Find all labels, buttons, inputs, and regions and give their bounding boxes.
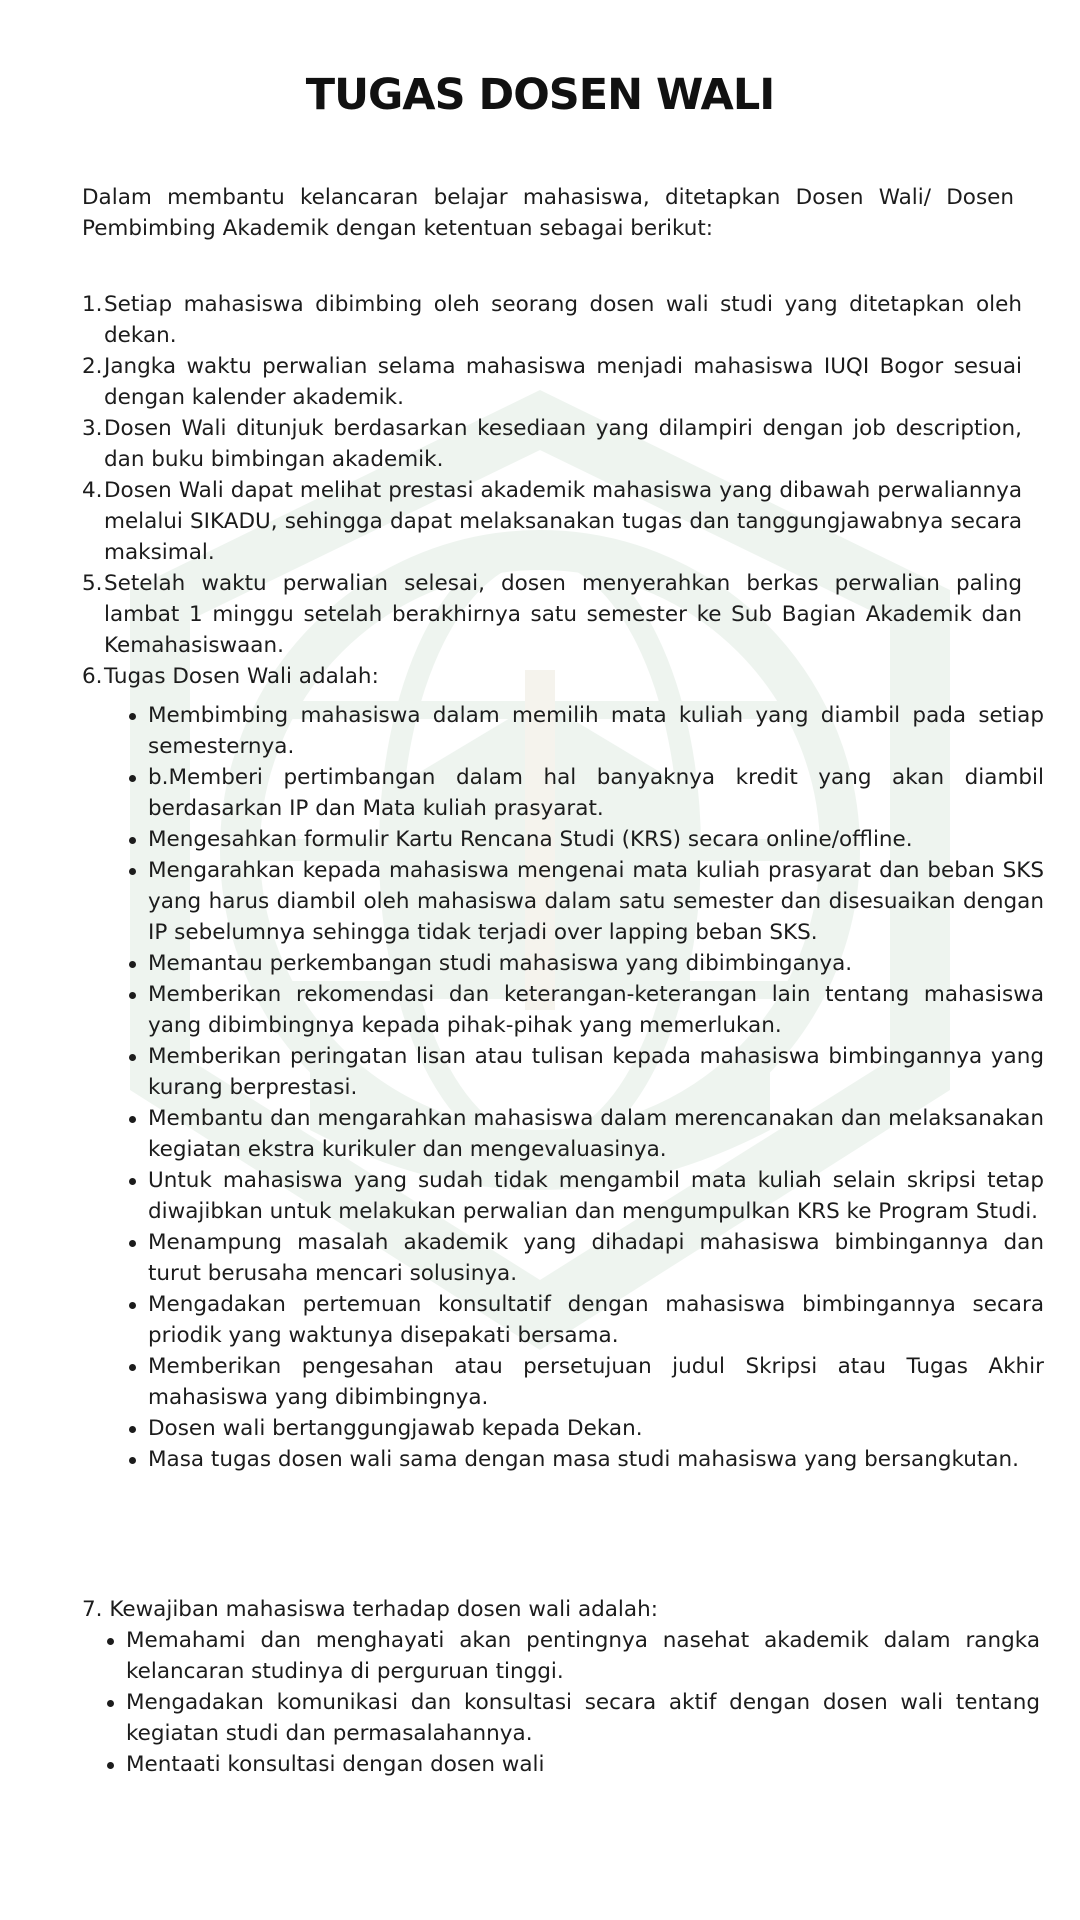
item-text: Jangka waktu perwalian selama mahasiswa menjadi mahasiswa IUQI Bogor sesuai dengan kalender akademik. xyxy=(104,354,1022,410)
item-text: Setelah waktu perwalian selesai, dosen menyerahkan berkas perwalian paling lambat 1 minggu setelah berakhirnya satu semester ke Sub Bagian Akademik dan Kemahasiswaan. xyxy=(104,571,1022,658)
item-text: Dosen Wali ditunjuk berdasarkan kesediaan yang dilampiri dengan job description, dan buku bimbingan akademik. xyxy=(104,416,1022,472)
item-number: 1. xyxy=(82,292,103,317)
bullet-dot-icon xyxy=(129,1457,136,1464)
bullet-item xyxy=(126,762,1044,824)
bullet-text: Memberikan rekomendasi dan keterangan-keterangan lain tentang mahasiswa yang dibimbingnya kepada pihak-pihak yang memerlukan. xyxy=(148,982,1044,1038)
bullet-dot-icon xyxy=(107,1638,114,1645)
bullet-item xyxy=(104,1625,1040,1687)
list-item xyxy=(82,568,1022,661)
bullet-dot-icon xyxy=(129,1054,136,1061)
numbered-list xyxy=(82,289,1044,1475)
list-item xyxy=(82,351,1022,413)
item-number: 3. xyxy=(82,416,103,441)
bullet-item xyxy=(126,824,1044,855)
bullet-item xyxy=(126,1165,1044,1227)
page-title: TUGAS DOSEN WALI xyxy=(305,70,775,120)
bullet-text: Dosen wali bertanggungjawab kepada Dekan. xyxy=(148,1416,643,1441)
bullet-dot-icon xyxy=(129,1364,136,1371)
bullet-text: Membimbing mahasiswa dalam memilih mata kuliah yang diambil pada setiap semesternya. xyxy=(148,703,1044,759)
bullet-text: Masa tugas dosen wali sama dengan masa studi mahasiswa yang bersangkutan. xyxy=(148,1447,1019,1472)
bullet-text: Memantau perkembangan studi mahasiswa yang dibimbinganya. xyxy=(148,951,853,976)
item-text: Setiap mahasiswa dibimbing oleh seorang dosen wali studi yang ditetapkan oleh dekan. xyxy=(104,292,1022,348)
section-7-heading: 7. Kewajiban mahasiswa terhadap dosen wali adalah: xyxy=(82,1597,658,1622)
bullet-item xyxy=(126,855,1044,948)
bullet-text: Mengadakan komunikasi dan konsultasi secara aktif dengan dosen wali tentang kegiatan studi dan permasalahannya. xyxy=(126,1690,1040,1746)
bullet-item xyxy=(126,1227,1044,1289)
list-item xyxy=(82,475,1022,568)
bullet-item xyxy=(126,700,1044,762)
list-item xyxy=(82,289,1022,351)
bullet-dot-icon xyxy=(129,992,136,999)
bullet-item xyxy=(126,1041,1044,1103)
list-item xyxy=(82,413,1022,475)
bullet-dot-icon xyxy=(129,1116,136,1123)
bullet-text: Membantu dan mengarahkan mahasiswa dalam merencanakan dan melaksanakan kegiatan ekstra kurikuler dan mengevaluasinya. xyxy=(148,1106,1044,1162)
bullet-text: b.Memberi pertimbangan dalam hal banyaknya kredit yang akan diambil berdasarkan IP dan Mata kuliah prasyarat. xyxy=(148,765,1044,821)
list-item xyxy=(82,661,1044,1475)
bullet-dot-icon xyxy=(129,1240,136,1247)
bullet-text: Mengadakan pertemuan konsultatif dengan mahasiswa bimbingannya secara priodik yang waktunya disepakati bersama. xyxy=(148,1292,1044,1348)
bullet-dot-icon xyxy=(129,961,136,968)
kewajiban-bullet-list xyxy=(104,1625,1040,1780)
bullet-text: Memahami dan menghayati akan pentingnya nasehat akademik dalam rangka kelancaran studinya di perguruan tinggi. xyxy=(126,1628,1040,1684)
bullet-dot-icon xyxy=(129,1302,136,1309)
bullet-item xyxy=(104,1687,1040,1749)
bullet-item xyxy=(104,1749,1040,1780)
bullet-text: Memberikan pengesahan atau persetujuan judul Skripsi atau Tugas Akhir mahasiswa yang dibimbingnya. xyxy=(148,1354,1044,1410)
bullet-text: Menampung masalah akademik yang dihadapi mahasiswa bimbingannya dan turut berusaha mencari solusinya. xyxy=(148,1230,1044,1286)
item-text: Dosen Wali dapat melihat prestasi akademik mahasiswa yang dibawah perwaliannya melalui SIKADU, sehingga dapat melaksanakan tugas dan tanggungjawabnya secara maksimal. xyxy=(104,478,1022,565)
bullet-text: Memberikan peringatan lisan atau tulisan kepada mahasiswa bimbingannya yang kurang berprestasi. xyxy=(148,1044,1044,1100)
bullet-item xyxy=(126,979,1044,1041)
item-number: 6. xyxy=(82,664,103,689)
bullet-dot-icon xyxy=(129,775,136,782)
bullet-item xyxy=(126,1289,1044,1351)
bullet-item xyxy=(126,1103,1044,1165)
bullet-dot-icon xyxy=(129,837,136,844)
bullet-dot-icon xyxy=(129,868,136,875)
bullet-text: Mentaati konsultasi dengan dosen wali xyxy=(126,1752,545,1777)
tugas-bullet-list xyxy=(126,700,1044,1475)
bullet-dot-icon xyxy=(107,1700,114,1707)
bullet-dot-icon xyxy=(129,1426,136,1433)
section-7 xyxy=(82,1594,1040,1780)
bullet-dot-icon xyxy=(129,1178,136,1185)
item-number: 4. xyxy=(82,478,103,503)
item-text: Tugas Dosen Wali adalah: xyxy=(104,664,379,689)
bullet-text: Mengarahkan kepada mahasiswa mengenai mata kuliah prasyarat dan beban SKS yang harus diambil oleh mahasiswa dalam satu semester dan disesuaikan dengan IP sebelumnya sehingga tidak terjadi over lapping beban SKS. xyxy=(148,858,1044,945)
item-number: 5. xyxy=(82,571,103,596)
bullet-dot-icon xyxy=(129,713,136,720)
intro-paragraph: Dalam membantu kelancaran belajar mahasiswa, ditetapkan Dosen Wali/ Dosen Pembimbing Akademik dengan ketentuan sebagai berikut: xyxy=(82,185,1014,241)
bullet-dot-icon xyxy=(107,1762,114,1769)
bullet-item xyxy=(126,1351,1044,1413)
item-number: 2. xyxy=(82,354,103,379)
bullet-text: Untuk mahasiswa yang sudah tidak mengambil mata kuliah selain skripsi tetap diwajibkan untuk melakukan perwalian dan mengumpulkan KRS ke Program Studi. xyxy=(148,1168,1044,1224)
bullet-item xyxy=(126,1444,1044,1475)
bullet-item xyxy=(126,948,1044,979)
bullet-item xyxy=(126,1413,1044,1444)
bullet-text: Mengesahkan formulir Kartu Rencana Studi (KRS) secara online/offline. xyxy=(148,827,913,852)
